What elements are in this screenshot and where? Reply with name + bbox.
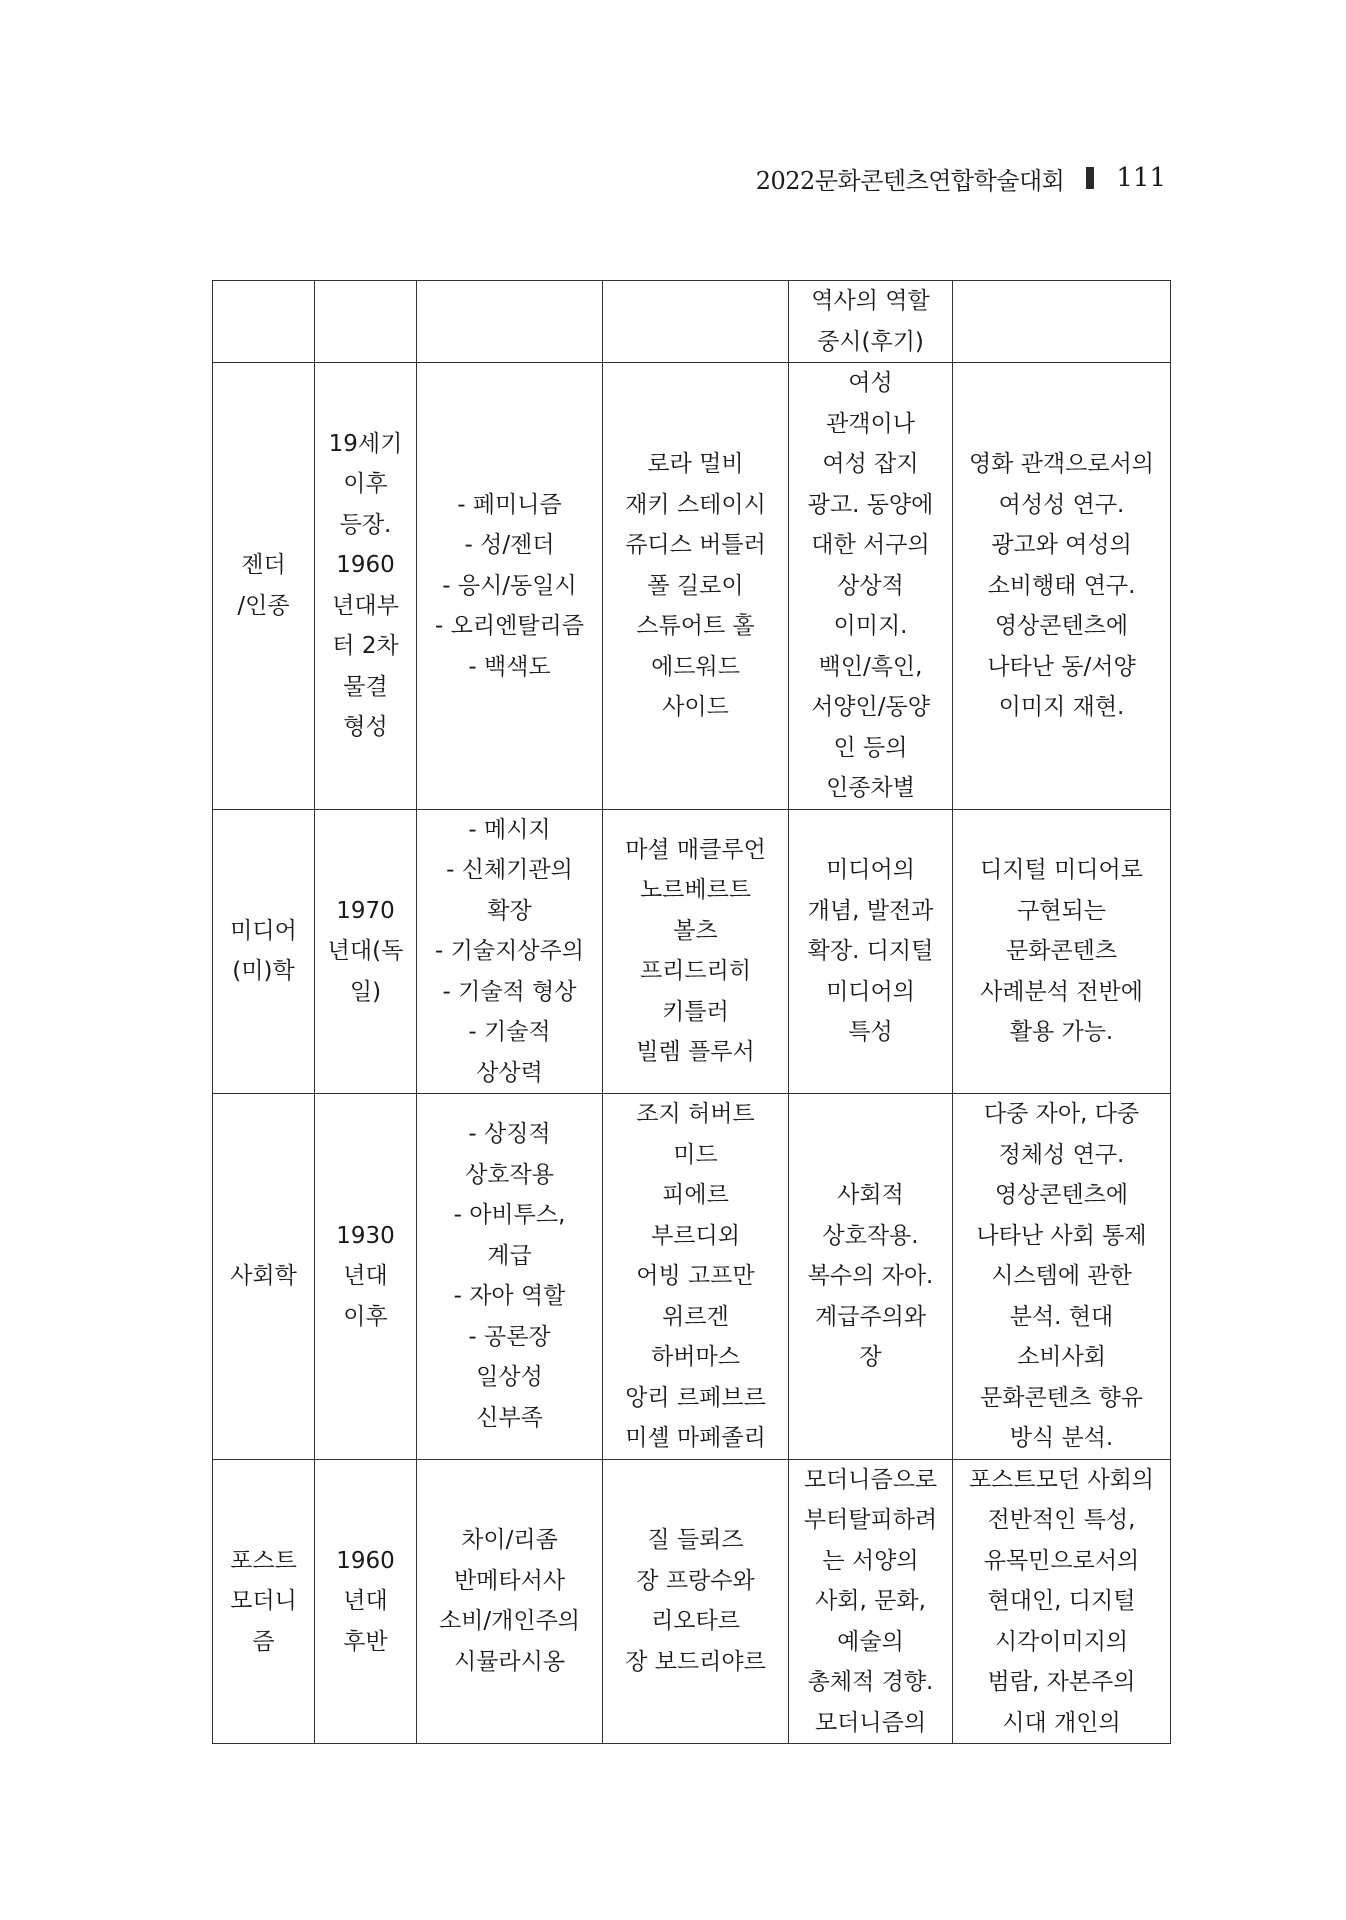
cell-text-line: 구현되는 — [1017, 897, 1106, 924]
table-cell — [953, 363, 1171, 810]
cell-text-line: 광고와 여성의 — [991, 532, 1132, 558]
cell-text-line: - 기술적 형상 — [442, 978, 577, 1005]
cell-text-line: 1930 — [336, 1222, 395, 1249]
cell-text-line: 젠더 — [241, 552, 286, 579]
cell-text-line: 하버마스 — [651, 1344, 740, 1370]
cell-text-line: - 신체기관의 — [446, 857, 573, 883]
cell-text-line: 문화콘텐츠 향유 — [980, 1384, 1143, 1411]
separator-bar — [1086, 167, 1094, 189]
cell-text-line: - 페미니즘 — [457, 491, 562, 518]
cell-text-line: 이후 — [343, 1303, 388, 1330]
table-cell — [603, 809, 789, 1094]
cell-text-line: - 기술적 — [468, 1019, 551, 1045]
cell-text-line: 다중 자아, 다중 — [983, 1101, 1140, 1127]
cell-text-line: 1960 — [336, 552, 395, 579]
cell-text-line: 특성 — [848, 1019, 893, 1045]
cell-text-line: 미디어 — [230, 917, 297, 944]
cell-text-line: 후반 — [343, 1628, 388, 1655]
cell-text-line: 일) — [349, 978, 382, 1005]
cell-text-line: 마셜 매클루언 — [625, 836, 766, 863]
cell-text-line: 볼츠 — [673, 917, 718, 944]
cell-text-line: 모더니즘으로 — [803, 1466, 938, 1493]
cell-text-line: 사회적 — [837, 1182, 904, 1208]
table-cell — [603, 1094, 789, 1460]
table-cell — [315, 1459, 417, 1744]
table-cell — [315, 1094, 417, 1460]
cell-text-line: - 백색도 — [468, 653, 551, 680]
cell-text-line: 년대(독 — [327, 938, 404, 964]
cell-text-line: 전반적인 특성, — [987, 1507, 1136, 1533]
table-cell — [789, 809, 953, 1094]
cell-text-line: - 아비투스, — [453, 1202, 566, 1229]
cell-text-line: 부르디외 — [651, 1222, 740, 1249]
cell-text-line: 19세기 — [328, 430, 403, 457]
cell-text-line: 방식 분석. — [1009, 1425, 1114, 1451]
cell-text-line: 확장 — [487, 897, 532, 924]
table-cell — [417, 1094, 603, 1460]
table-row — [213, 809, 1171, 1094]
table-cell — [953, 281, 1171, 363]
cell-text-line: 1960 — [336, 1547, 395, 1574]
cell-text-line: 이미지. — [833, 613, 908, 639]
cell-text-line: 사이드 — [662, 694, 729, 720]
cell-text-line: 모더니 — [230, 1588, 297, 1614]
cell-text-line: 관객이나 — [826, 410, 915, 437]
cell-text-line: 쥬디스 버틀러 — [625, 532, 766, 558]
cell-text-line: 사회, 문화, — [815, 1588, 926, 1614]
table-cell — [315, 363, 417, 810]
table-row — [213, 363, 1171, 810]
cell-text-line: 키틀러 — [662, 998, 729, 1025]
cell-text-line: 시스템에 관한 — [991, 1263, 1132, 1289]
table-cell — [315, 281, 417, 363]
cell-text-line: 시각이미지의 — [994, 1628, 1129, 1655]
table-cell — [603, 363, 789, 810]
cell-text-line: 로라 멀비 — [647, 451, 744, 477]
cell-text-line: 사회학 — [230, 1263, 297, 1289]
table-cell — [213, 809, 315, 1094]
cell-text-line: - 자아 역할 — [453, 1283, 566, 1310]
cell-text-line: 프리드리히 — [639, 958, 752, 985]
cell-text-line: 미디어의 — [826, 978, 915, 1005]
cell-text-line: 장 보드리야르 — [625, 1648, 766, 1675]
cell-text-line: 여성성 연구. — [998, 491, 1125, 518]
cell-text-line: 위르겐 — [662, 1303, 729, 1330]
table-body — [213, 281, 1171, 1744]
cell-text-line: 확장. 디지털 — [807, 938, 934, 964]
cell-text-line: 에드워드 — [651, 653, 740, 680]
cell-text-line: 역사의 역할 — [811, 288, 930, 314]
cell-text-line: 등장. — [339, 511, 392, 538]
cell-text-line: - 오리엔탈리즘 — [435, 613, 584, 639]
cell-text-line: 백인/흑인, — [818, 653, 923, 680]
cell-text-line: 정체성 연구. — [998, 1141, 1125, 1168]
cell-text-line: 시뮬라시옹 — [453, 1648, 566, 1675]
table-cell — [953, 1094, 1171, 1460]
cell-text-line: 어빙 고프만 — [636, 1263, 755, 1289]
cell-text-line: 예술의 — [837, 1628, 904, 1655]
cell-text-line: 유목민으로서의 — [983, 1547, 1140, 1574]
cell-text-line: 복수의 자아. — [807, 1263, 934, 1289]
cell-text-line: 장 — [859, 1344, 882, 1370]
cell-text-line: 반메타서사 — [453, 1567, 566, 1594]
cell-text-line: 재키 스테이시 — [625, 491, 766, 518]
cell-text-line: 상호작용 — [465, 1161, 554, 1188]
table-cell — [213, 1094, 315, 1460]
cell-text-line: - 응시/동일시 — [442, 572, 577, 599]
cell-text-line: 미드 — [673, 1141, 718, 1168]
cell-text-line: 사례분석 전반에 — [980, 978, 1143, 1005]
cell-text-line: 여성 — [848, 370, 893, 396]
table-cell — [213, 1459, 315, 1744]
cell-text-line: 나타난 사회 통제 — [976, 1222, 1147, 1249]
cell-text-line: 리오타르 — [651, 1608, 740, 1635]
cell-text-line: 노르베르트 — [639, 877, 752, 904]
cell-text-line: 1970 — [336, 897, 395, 924]
cell-text-line: 광고. 동양에 — [807, 491, 934, 518]
cell-text-line: 소비사회 — [1017, 1344, 1106, 1370]
cell-text-line: 영상콘텐츠에 — [994, 613, 1129, 639]
cell-text-line: 여성 잡지 — [822, 451, 919, 477]
cell-text-line: 인 등의 — [833, 734, 908, 761]
cell-text-line: 소비행태 연구. — [987, 572, 1136, 599]
cell-text-line: 조지 허버트 — [636, 1101, 755, 1127]
table-cell — [953, 1459, 1171, 1744]
cell-text-line: 개념, 발전과 — [807, 897, 934, 924]
cell-text-line: (미)학 — [232, 958, 295, 985]
cell-text-line: - 메시지 — [468, 816, 551, 843]
cell-text-line: - 공론장 — [468, 1323, 551, 1350]
cell-text-line: 폴 길로이 — [647, 572, 744, 599]
cell-text-line: 장 프랑수와 — [636, 1567, 755, 1594]
cell-text-line: 미디어의 — [826, 857, 915, 883]
cell-text-line: 상상력 — [476, 1059, 543, 1086]
cell-text-line: 빌렘 플루서 — [636, 1039, 755, 1066]
cell-text-line: 디지털 미디어로 — [980, 857, 1143, 883]
cell-text-line: 나타난 동/서양 — [987, 653, 1136, 680]
cell-text-line: 이미지 재현. — [998, 694, 1125, 720]
table-cell — [603, 281, 789, 363]
cell-text-line: 소비/개인주의 — [438, 1608, 581, 1635]
cell-text-line: 현대인, 디지털 — [987, 1588, 1136, 1614]
table-cell — [417, 281, 603, 363]
table-cell — [789, 1459, 953, 1744]
cell-text-line: 년대 — [343, 1263, 388, 1289]
running-header — [756, 158, 1166, 198]
table-cell — [789, 363, 953, 810]
cell-text-line: 중시(후기) — [817, 328, 924, 355]
table-cell — [213, 363, 315, 810]
cell-text-line: /인종 — [237, 592, 290, 619]
cell-text-line: 부터탈피하려 — [803, 1507, 938, 1533]
table-row — [213, 1459, 1171, 1744]
table-cell — [417, 363, 603, 810]
cell-text-line: 분석. 현대 — [1009, 1303, 1114, 1330]
cell-text-line: 신부족 — [476, 1404, 543, 1431]
cell-text-line: 년대부 — [332, 592, 399, 619]
cell-text-line: - 성/젠더 — [464, 532, 555, 558]
table-cell — [417, 1459, 603, 1744]
cell-text-line: 질 들뢰즈 — [647, 1527, 744, 1554]
cell-text-line: 포스트 — [230, 1547, 297, 1574]
cell-text-line: 미셸 마페졸리 — [625, 1425, 766, 1451]
table-row — [213, 281, 1171, 363]
cell-text-line: 계급 — [487, 1242, 532, 1269]
cell-text-line: 일상성 — [476, 1364, 543, 1391]
cell-text-line: 활용 가능. — [1009, 1019, 1114, 1045]
cell-text-line: 영상콘텐츠에 — [994, 1182, 1129, 1208]
table-cell — [603, 1459, 789, 1744]
cell-text-line: 물결 — [343, 673, 388, 700]
cell-text-line: 년대 — [343, 1588, 388, 1614]
cell-text-line: 계급주의와 — [814, 1303, 927, 1330]
cell-text-line: 시대 개인의 — [1002, 1709, 1121, 1736]
table-cell — [789, 281, 953, 363]
table-cell — [417, 809, 603, 1094]
cell-text-line: 스튜어트 홀 — [636, 613, 755, 639]
cell-text-line: 터 2차 — [332, 633, 399, 660]
cell-text-line: 앙리 르페브르 — [625, 1384, 766, 1411]
cell-text-line: 문화콘텐츠 — [1005, 938, 1118, 964]
cell-text-line: 는 서양의 — [822, 1547, 919, 1574]
cell-text-line: - 기술지상주의 — [435, 938, 584, 964]
cell-text-line: 대한 서구의 — [811, 532, 930, 558]
cell-text-line: 차이/리좀 — [461, 1527, 558, 1554]
cell-text-line: 즘 — [252, 1628, 275, 1655]
theory-table — [212, 280, 1171, 1744]
cell-text-line: 포스트모던 사회의 — [968, 1466, 1155, 1493]
cell-text-line: 범람, 자본주의 — [987, 1669, 1136, 1695]
table-cell — [315, 809, 417, 1094]
cell-text-line: 인종차별 — [826, 775, 915, 801]
table-cell — [213, 281, 315, 363]
conference-title: 2022문화콘텐츠연합학술대회 — [755, 166, 1065, 195]
cell-text-line: 이후 — [343, 471, 388, 498]
cell-text-line: 피에르 — [662, 1182, 729, 1208]
cell-text-line: 상호작용. — [822, 1222, 919, 1249]
cell-text-line: 형성 — [343, 714, 388, 741]
cell-text-line: - 상징적 — [468, 1121, 551, 1148]
table-row — [213, 1094, 1171, 1460]
table-cell — [953, 809, 1171, 1094]
cell-text-line: 서양인/동양 — [811, 694, 930, 720]
cell-text-line: 총체적 경향. — [807, 1669, 934, 1695]
cell-text-line: 영화 관객으로서의 — [968, 451, 1155, 477]
page-number: 111 — [1116, 163, 1166, 193]
cell-text-line: 상상적 — [837, 572, 904, 599]
cell-text-line: 모더니즘의 — [814, 1709, 927, 1736]
table-cell — [789, 1094, 953, 1460]
